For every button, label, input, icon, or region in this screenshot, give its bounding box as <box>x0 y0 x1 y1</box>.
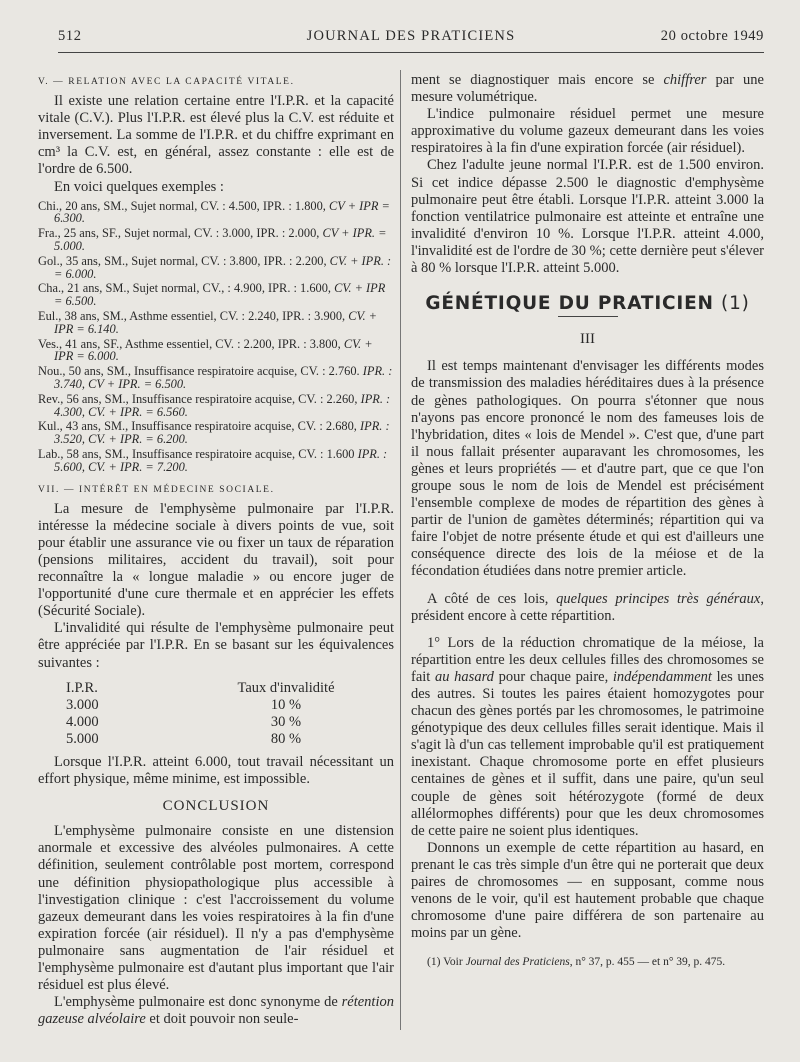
paragraph: Donnons un exemple de cette répartition au hasard, en prenant le cas très simple d'un être qui ne porterait que deux paires de chromosomes — en supposant, comme nous venons de le voir, qu'il est hautement probable que chaque chromosome d'une paire différera de son partenaire au moins par un gène. <box>411 839 764 942</box>
table-header-row <box>66 680 366 697</box>
paragraph: L'emphysème pulmonaire consiste en une distension anormale et excessive des alvéoles pulmonaires. A cette définition, seulement contrôlable post mortem, correspond une définition physiopathologique plus accessible à l'investigation clinique : c'est l'accroissement du volume gazeux demeurant dans les voies respiratoires à la fin d'une expiration forcée (air résiduel). Il n'y a pas d'emphysème pulmonaire sans augmentation de l'air résiduel et l'emphysème pulmonaire est d'autant plus important que l'air résiduel est plus élevé. <box>38 823 394 994</box>
invalidity-table <box>66 680 366 748</box>
table-row <box>66 697 366 714</box>
table-cell: 80 % <box>270 730 302 747</box>
examples-list <box>38 200 394 474</box>
part-number: III <box>580 331 595 348</box>
title-rule <box>558 316 618 317</box>
table-cell: 10 % <box>270 696 302 713</box>
paragraph: L'indice pulmonaire résiduel permet une mesure approximative du volume gazeux demeurant dans les voies respiratoires à la fin d'une expiration forcée (air résiduel). <box>411 106 764 157</box>
example-item: Chi., 20 ans, SM., Sujet normal, CV. : 4.500, IPR. : 1.800, CV + IPR = 6.300. <box>38 198 390 226</box>
table-cell: 4.000 <box>66 713 99 730</box>
paragraph: L'invalidité qui résulte de l'emphysème pulmonaire peut être appréciée par l'I.P.R. En se basant sur les équivalences suivantes : <box>38 620 394 671</box>
left-column <box>38 72 394 1028</box>
example-item: Rev., 56 ans, SM., Insuffisance respiratoire acquise, CV. : 2.260, IPR. : 4.300, CV. + IPR. = 6.560. <box>38 391 391 419</box>
paragraph: La mesure de l'emphysème pulmonaire par l'I.P.R. intéresse la médecine sociale à divers points de vue, soit pour établir une assurance vie ou fixer un taux de réparation (pensions militaires, accident du travail), soit pour reconnaître la « longue maladie » ou encore juger de l'opportunité d'une cure thermale et en apprécier les effets (Sécurité Sociale). <box>38 500 394 620</box>
column-divider <box>400 70 401 1030</box>
section-v-heading: V. — RELATION AVEC LA CAPACITÉ VITALE. <box>38 77 295 87</box>
example-item: Cha., 21 ans, SM., Sujet normal, CV., : 4.900, IPR. : 1.600, CV. + IPR = 6.500. <box>38 281 386 309</box>
table-cell: 5.000 <box>66 730 99 747</box>
example-item: Eul., 38 ans, SM., Asthme essentiel, CV. : 2.240, IPR. : 3.900, CV. + IPR = 6.140. <box>38 309 378 336</box>
example-item: Lab., 58 ans, SM., Insuffisance respiratoire acquise, CV. : 1.600 IPR. : 5.600, CV. + IPR. = 7.200. <box>38 447 388 474</box>
paragraph: En voici quelques exemples : <box>54 178 224 195</box>
table-header: I.P.R. <box>66 679 98 696</box>
conclusion-heading: CONCLUSION <box>162 798 270 815</box>
paragraph: Il est temps maintenant d'envisager les différents modes de transmission des maladies héréditaires dues à la présence de gènes pathologiques. On pourra s'étonner que nous n'ayons pas encore prononcé le nom des fameuses lois de l'hybridation, dites « lois de Mendel ». C'est que, d'une part il nous fallait présenter auparavant les chromosomes, les gènes et leurs propriétés — et d'autre part, que ce que l'on groupe sous le nom de lois de Mendel est précisément l'ensemble complexe de modes de répartition des gènes à partir de l'union de gamètes déterminés; répartition qui va faire l'objet de notre présente étude et qui est d'ailleurs une conséquence directe des lois de la méiose et de la fécondation étudiées dans notre premier article. <box>411 358 764 580</box>
table-header: Taux d'invalidité <box>237 679 335 696</box>
paragraph: ment se diagnostiquer mais encore se chiffrer par une mesure volumétrique. <box>411 72 764 106</box>
paragraph: A côté de ces lois, quelques principes très généraux, président encore à cette répartition. <box>411 590 764 624</box>
page-header <box>58 28 764 50</box>
paragraph: Chez l'adulte jeune normal l'I.P.R. est de 1.500 environ. Si cet indice dépasse 2.500 le diagnostic d'emphysème pulmonaire peut être établi. Lorsque l'I.P.R. atteint 3.000 la fonction ventilatrice pulmonaire est atteinte et entraîne une invalidité d'environ 10 %. Lorsque l'I.P.R. atteint 4.000, l'invalidité est de l'ordre de 30 %; cette dernière peut s'élever à 80 % lorsque l'I.P.R. atteint 5.000. <box>411 157 764 277</box>
table-row <box>66 731 366 748</box>
genetics-title: GÉNÉTIQUE DU PRATICIEN (1) <box>425 293 750 315</box>
example-item: Fra., 25 ans, SF., Sujet normal, CV. : 3.000, IPR. : 2.000, CV + IPR. = 5.000. <box>38 226 387 254</box>
example-item: Ves., 41 ans, SF., Asthme essentiel, CV. : 2.200, IPR. : 3.800, CV. + IPR = 6.000. <box>38 336 373 364</box>
table-cell: 3.000 <box>66 696 99 713</box>
table-cell: 30 % <box>270 713 302 730</box>
footnote: (1) Voir Journal des Praticiens, n° 37, p. 455 — et n° 39, p. 475. <box>427 956 726 969</box>
table-row <box>66 714 366 731</box>
paragraph: Il existe une relation certaine entre l'I.P.R. et la capacité vitale (C.V.). Plus l'I.P.R. est élevé plus la C.V. est réduite et inversement. La somme de l'I.P.R. et du chiffre exprimant en cm³ la C.V. est, en général, assez constante : elle est de l'ordre de 6.500. <box>38 93 394 178</box>
paragraph: 1° Lors de la réduction chromatique de la méiose, la répartition entre les deux cellules filles des chromosomes se fait au hasard pour chaque paire, indépendamment les unes des autres. Si toutes les paires étaient homozygotes pour chacun des gènes portés par les chromosomes, le patrimoine génotypique des deux cellules filles serait identique. Mais il s'agit là d'un cas tellement improbable qu'il est pratiquement inexistant. Chaque chromosome porte en effet plusieurs centaines de gènes et il suffit, dans une paire, qu'un seul couple de gènes soit hétérozygote (formé de deux allélormophes différents) pour que les deux chromosomes de cette paire ne soient plus identiques. <box>411 634 764 839</box>
example-item: Nou., 50 ans, SM., Insuffisance respiratoire acquise, CV. : 2.760. IPR. : 3.740, CV + IPR. = 6.500. <box>38 364 393 392</box>
issue-date: 20 octobre 1949 <box>660 28 764 44</box>
journal-title: JOURNAL DES PRATICIENS <box>306 28 516 44</box>
example-item: Gol., 35 ans, SM., Sujet normal, CV. : 3.800, IPR. : 2.200, CV. + IPR. : = 6.000. <box>38 253 392 281</box>
example-item: Kul., 43 ans, SM., Insuffisance respiratoire acquise, CV. : 2.680, IPR. : 3.520, CV. + IPR. = 6.200. <box>38 419 390 447</box>
section-vii-heading: VII. — INTÉRÊT EN MÉDECINE SOCIALE. <box>38 484 275 495</box>
paragraph: L'emphysème pulmonaire est donc synonyme de rétention gazeuse alvéolaire et doit pouvoir non seule- <box>38 994 394 1028</box>
paragraph: Lorsque l'I.P.R. atteint 6.000, tout travail nécessitant un effort physique, même minime, est impossible. <box>38 754 394 788</box>
footnote-marker: (1) <box>721 293 750 315</box>
right-column <box>411 72 764 969</box>
page-number: 512 <box>58 28 82 44</box>
header-rule <box>58 52 764 53</box>
